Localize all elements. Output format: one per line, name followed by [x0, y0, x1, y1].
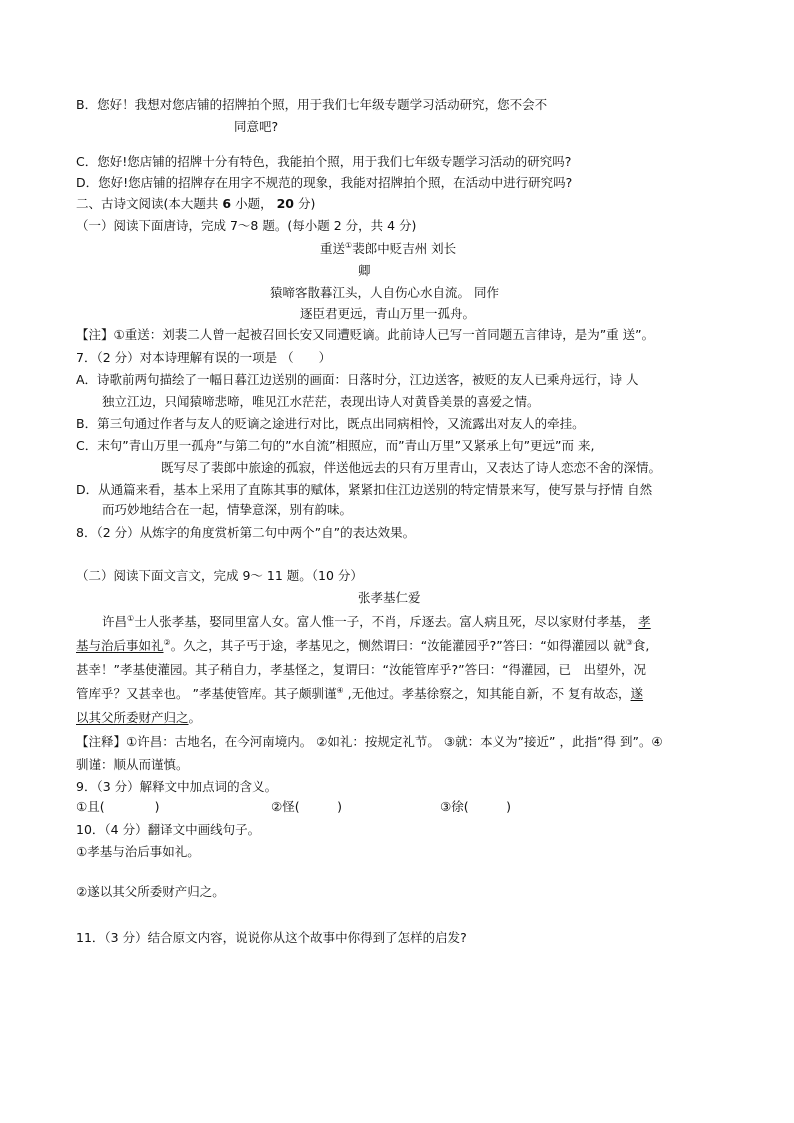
section2-heading-mid: 小题，: [235, 196, 273, 211]
q7-option-d-line2: 而巧妙地结合在一起，情挚意深，别有韵味。: [102, 502, 353, 517]
underlined-sentence-2: 遂: [630, 686, 644, 701]
footnote-mark-2: ②: [163, 637, 171, 647]
passage-line3: 甚幸！”孝基使灌园。其子稍自力，孝基怪之，复谓曰：“汝能管库乎?”答曰：“得灌园，已 出望外，况: [76, 662, 647, 677]
poem-title: [320, 240, 457, 256]
section2-heading-text: 二、古诗文阅读(本大题共: [76, 196, 219, 211]
q7-option-a-line2: 独立江边，只闻猿啼悲啼，唯见江水茫茫，表现出诗人对黄昏美景的喜爱之情。: [102, 394, 540, 409]
poem-line1: 猿啼客散暮江头，人自伤心水自流。 同作: [270, 285, 499, 300]
q10-sentence-2: ②遂以其父所委财产归之。: [76, 884, 225, 899]
passage-line2: [76, 637, 650, 653]
poem-title-pre: 重送: [320, 241, 346, 256]
part2-intro: （二）阅读下面文言文，完成 9～ 11 题。（10 分）: [76, 568, 363, 583]
q10-stem: 10．（4 分）翻译文中画线句子。: [76, 822, 261, 837]
q8-stem: 8．（2 分）从炼字的角度赏析第二句中两个”自”的表达效果。: [76, 525, 416, 540]
section2-heading-end: 分): [297, 196, 316, 211]
passage-line1: [102, 613, 651, 629]
footnote-mark-3: ③: [625, 637, 633, 647]
poem-note: 【注】①重送：刘裴二人曾一起被召回长安又同遭贬谪。此前诗人已写一首同题五言律诗，是为”重 送”。: [76, 327, 655, 342]
q9-item-1: ①且( ): [76, 799, 160, 814]
q10-sentence-1: ①孝基与治后事如礼。: [76, 844, 200, 859]
section2-heading: [76, 198, 315, 211]
passage-line5: [76, 712, 201, 725]
poem-author-line2: 卿: [358, 263, 371, 278]
option-c: C．您好!您店铺的招牌十分有特色，我能拍个照，用于我们七年级专题学习活动的研究吗?: [76, 154, 572, 169]
passage-text: 。: [188, 710, 202, 725]
passage-text: 管库乎？又甚幸也。 ”孝基使管库。其子颇驯谨: [76, 686, 337, 701]
passage-text: ,无他过。孝基徐察之，知其能自新，不 复有故态，: [343, 686, 631, 701]
underlined-sentence-2: 以其父所委财产归之: [76, 710, 189, 725]
passage-line4: [76, 685, 644, 701]
q7-option-c-line2: 既写尽了裴郎中旅途的孤寂，伴送他远去的只有万里青山，又表达了诗人恋恋不舍的深情。: [161, 460, 662, 475]
q7-option-a-line1: A．诗歌前两句描绘了一幅日暮江边送别的画面：日落时分，江边送客，被贬的友人已乘舟远行，诗 人: [76, 372, 639, 387]
poem-line2: 逐臣君更远，青山万里一孤舟。: [300, 306, 476, 321]
passage-text: 许昌: [102, 614, 128, 629]
underlined-sentence-1: 基与治后事如礼: [76, 638, 164, 653]
q7-stem: 7．（2 分）对本诗理解有误的一项是 （ ）: [76, 350, 332, 365]
q9-item-3: ③徐( ): [440, 799, 511, 814]
q7-option-b: B．第三句通过作者与友人的贬谪之途进行对比，既点出同病相怜，又流露出对友人的牵挂。: [76, 416, 585, 431]
q7-option-c-line1: C．末句”青山万里一孤舟”与第二句的”水自流”相照应，而”青山万里”又紧承上句”更远”而 来,: [76, 438, 595, 453]
passage-title: 张孝基仁爱: [358, 590, 421, 605]
footnote-mark-4: ④: [336, 685, 344, 695]
q11-stem: 11．（3 分）结合原文内容，说说你从这个故事中你得到了怎样的启发?: [76, 930, 467, 945]
section2-question-count: 6: [222, 196, 232, 211]
passage-text: 食,: [632, 638, 650, 653]
poem-title-footnote-mark: ①: [345, 240, 353, 250]
section2-score: 20: [276, 196, 294, 211]
q9-stem: 9．（3 分）解释文中加点词的含义。: [76, 779, 278, 794]
passage-notes-line2: 驯谨：顺从而谨慎。: [76, 757, 189, 772]
part1-intro: （一）阅读下面唐诗，完成 7～8 题。(每小题 2 分，共 4 分): [76, 218, 417, 233]
q9-item-2: ②怪( ): [271, 799, 342, 814]
passage-text: 。久之，其子丐于途，孝基见之，恻然谓曰：“汝能灌园乎?”答曰：“如得灌园以 就: [170, 638, 626, 653]
passage-text: 士人张孝基，娶同里富人女。富人惟一子，不肖，斥逐去。富人病且死，尽以家财付孝基，: [134, 614, 639, 629]
footnote-mark-1: ①: [127, 613, 135, 623]
underlined-sentence-1: 孝: [638, 614, 651, 629]
poem-title-post: 裴郎中贬吉州 刘长: [352, 241, 457, 256]
q7-option-d-line1: D．从通篇来看，基本上采用了直陈其事的赋体，紧紧扣住江边送别的特定情景来写，使写景与抒情 自然: [76, 482, 653, 497]
option-d: D．您好!您店铺的招牌存在用字不规范的现象，我能对招牌拍个照，在活动中进行研究吗?: [76, 175, 573, 190]
passage-notes-line1: 【注释】①许昌：古地名，在今河南境内。 ②如礼：按规定礼节。 ③就：本义为”接近” ，此指”得 到”。④: [76, 734, 663, 749]
option-b-line1: B．您好！我想对您店铺的招牌拍个照，用于我们七年级专题学习活动研究，您不会不: [76, 97, 548, 112]
option-b-line2: 同意吧?: [234, 119, 279, 134]
